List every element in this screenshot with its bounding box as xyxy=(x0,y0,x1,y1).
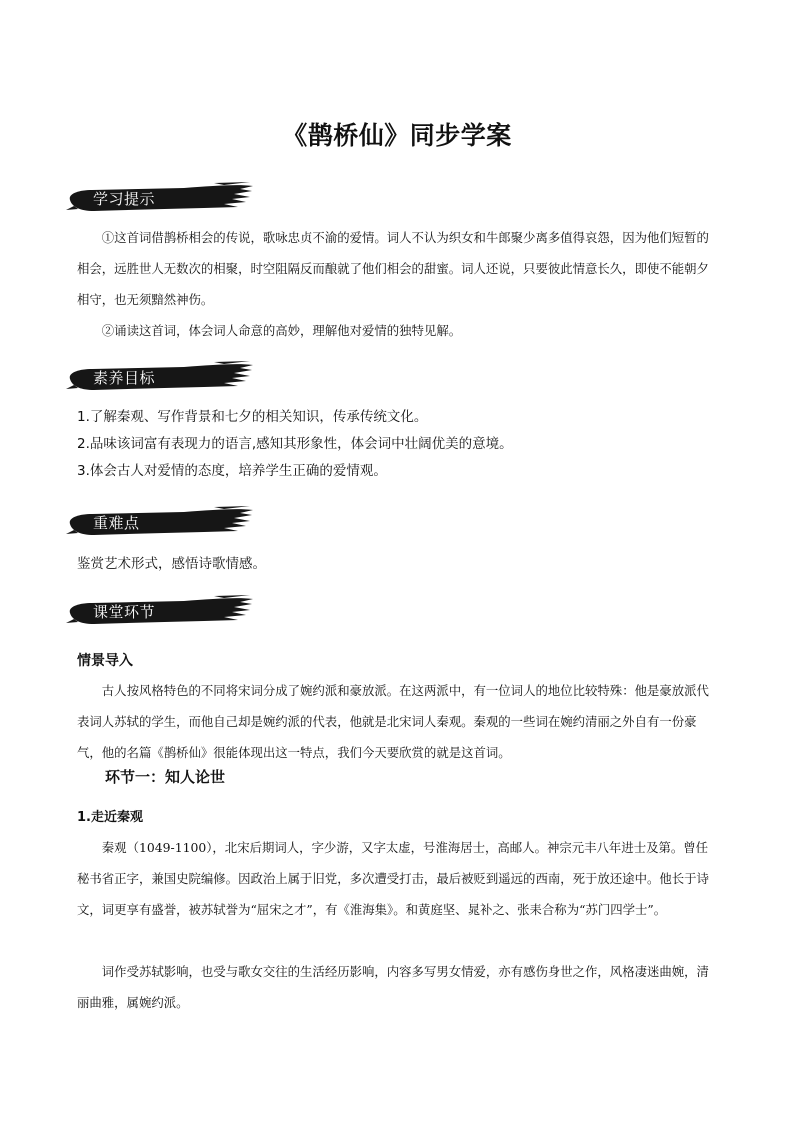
subheading-step1: 环节一：知人论世 xyxy=(105,768,226,786)
section-banner-key xyxy=(64,504,254,540)
section-heading: 学习提示 xyxy=(93,190,156,208)
paragraph: 古人按风格特色的不同将宋词分成了婉约派和豪放派。在这两派中，有一位词人的地位比较特殊：他是豪放派代表词人苏轼的学生，而他自己却是婉约派的代表，他就是北宋词人秦观。秦观的一些词在婉约清丽之外自有一份豪气，他的名篇《鹊桥仙》很能体现出这一特点，我们今天要欣赏的就是这首词。 xyxy=(77,683,709,760)
paragraph: 鉴赏艺术形式，感悟诗歌情感。 xyxy=(77,556,266,572)
section-banner-class xyxy=(64,593,254,629)
list-item: 1.了解秦观、写作背景和七夕的相关知识，传承传统文化。 xyxy=(77,409,428,425)
page-title: 《鹊桥仙》同步学案 xyxy=(282,121,512,150)
section-heading: 素养目标 xyxy=(93,369,156,387)
section-heading: 重难点 xyxy=(93,514,140,532)
paragraph: ①这首词借鹊桥相会的传说，歌咏忠贞不渝的爱情。词人不认为织女和牛郎聚少离多值得哀怨，因为他们短暂的相会，远胜世人无数次的相聚，时空阻隔反而酿就了他们相会的甜蜜。词人还说，只要彼此情意长久，即使不能朝夕相守，也无须黯然神伤。 xyxy=(77,230,709,307)
section-heading: 课堂环节 xyxy=(93,603,156,621)
list-item: 3.体会古人对爱情的态度，培养学生正确的爱情观。 xyxy=(77,463,387,479)
section-banner-goals xyxy=(64,359,254,395)
section-banner-tips xyxy=(64,180,254,216)
paragraph: ②诵读这首词，体会词人命意的高妙，理解他对爱情的独特见解。 xyxy=(101,323,462,338)
list-item: 2.品味该词富有表现力的语言,感知其形象性，体会词中壮阔优美的意境。 xyxy=(77,436,513,452)
paragraph: 词作受苏轼影响，也受与歌女交往的生活经历影响，内容多写男女情爱，亦有感伤身世之作，风格凄迷曲婉，清丽曲雅，属婉约派。 xyxy=(77,964,709,1010)
paragraph: 秦观（1049-1100），北宋后期词人，字少游，又字太虚，号淮海居士，高邮人。神宗元丰八年进士及第。曾任秘书省正字，兼国史院编修。因政治上属于旧党，多次遭受打击，最后被贬到遥远的西南，死于放还途中。他长于诗文，词更享有盛誉，被苏轼誉为“屈宋之才”，有《淮海集》。和黄庭坚、晁补之、张耒合称为“苏门四学士”。 xyxy=(77,840,709,917)
subheading-step1-sub: 1.走近秦观 xyxy=(77,810,143,825)
subheading-intro: 情景导入 xyxy=(77,653,133,669)
